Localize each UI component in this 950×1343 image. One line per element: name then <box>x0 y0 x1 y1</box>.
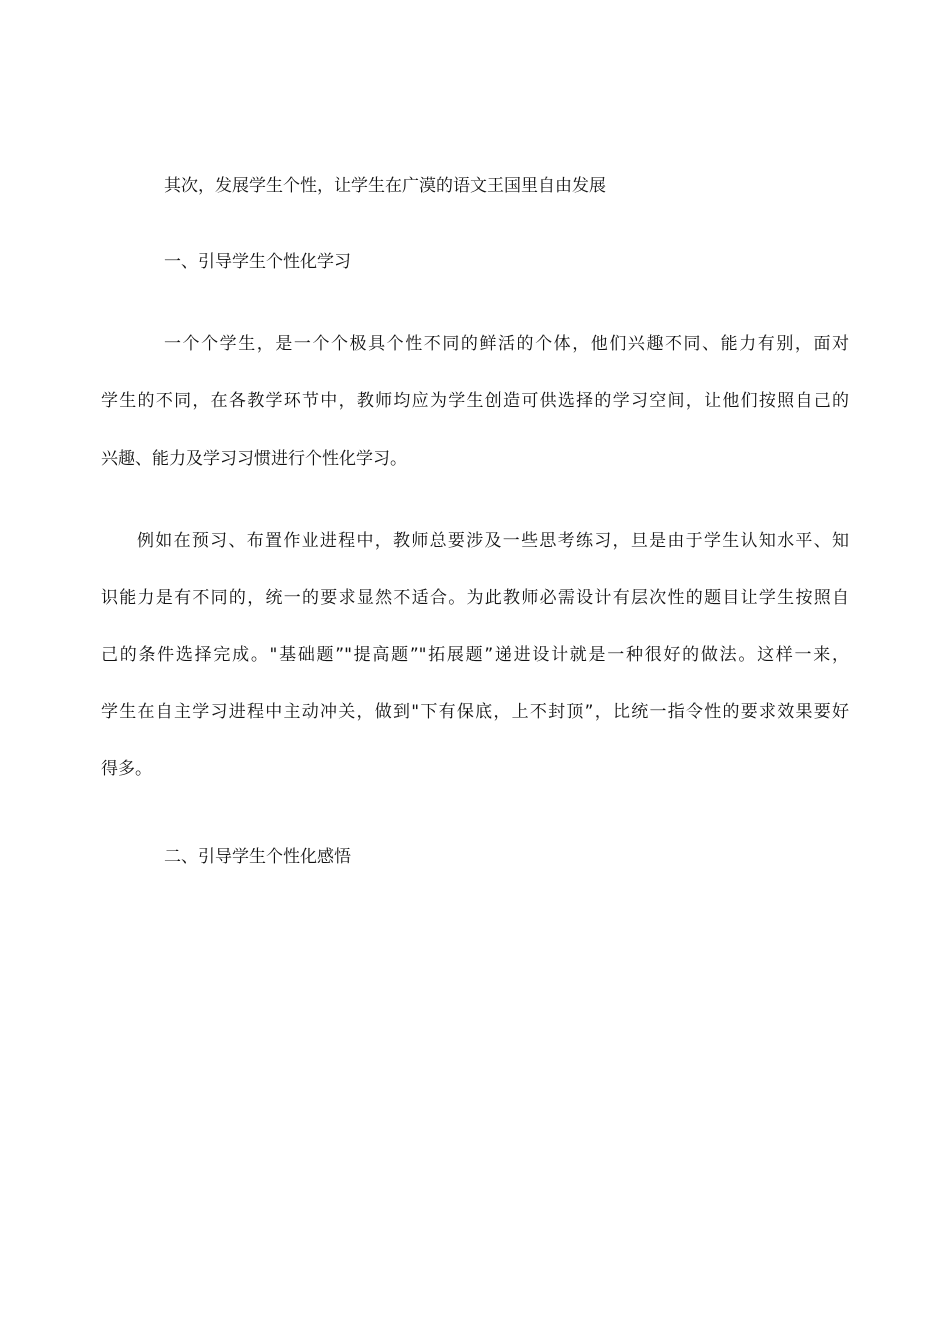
paragraph-1-line-2: 学生的不同，在各教学环节中，教师均应为学生创造可供选择的学习空间，让他们按照自己的 <box>101 391 849 411</box>
paragraph-1-line-1: 一个个学生，是一个个极具个性不同的鲜活的个体，他们兴趣不同、能力有别，面对 <box>164 334 849 354</box>
paragraph-2-line-2: 识能力是有不同的，统一的要求显然不适合。为此教师必需设计有层次性的题目让学生按照自 <box>101 588 849 608</box>
paragraph-1-line-3: 兴趣、能力及学习习惯进行个性化学习。 <box>101 449 407 469</box>
section-heading-2: 二、引导学生个性化感悟 <box>164 847 351 867</box>
paragraph-2-line-3: 己的条件选择完成。"基础题”"提高题”"拓展题”递进设计就是一种很好的做法。这样一来， <box>101 645 849 665</box>
section-heading-1: 一、引导学生个性化学习 <box>164 252 351 272</box>
paragraph-2-line-5: 得多。 <box>101 759 152 779</box>
intro-heading: 其次，发展学生个性，让学生在广漠的语文王国里自由发展 <box>164 176 606 196</box>
paragraph-2-line-1: 例如在预习、布置作业进程中，教师总要涉及一些思考练习，旦是由于学生认知水平、知 <box>137 531 849 551</box>
paragraph-2-line-4: 学生在自主学习进程中主动冲关，做到"下有保底，上不封顶”，比统一指令性的要求效果要好 <box>101 702 849 722</box>
